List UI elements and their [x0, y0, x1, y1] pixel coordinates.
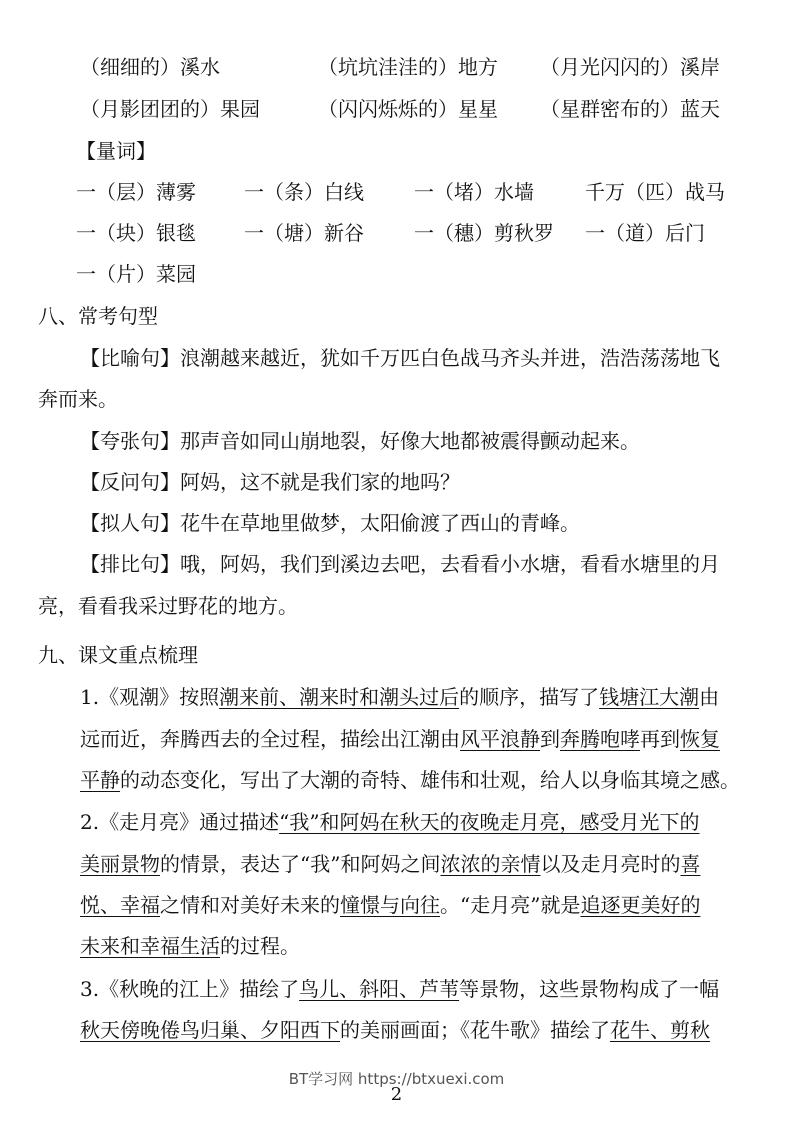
section-9-title: 九、课文重点梳理 [38, 643, 198, 667]
underlined-keyword: 浓浓的亲情 [440, 852, 541, 876]
key-point-1-line: 远而近，奔腾西去的全过程，描绘出江潮由风平浪静到奔腾咆哮再到恢复 [80, 727, 720, 751]
adj-phrase: （闪闪烁烁的）星星 [318, 97, 498, 121]
parallelism-sentence: 【排比句】哦，阿妈，我们到溪边去吧，去看看小水塘，看看水塘里的月 [80, 552, 720, 576]
key-point-1-line: 1.《观潮》按照潮来前、潮来时和潮头过后的顺序，描写了钱塘江大潮由 [80, 685, 720, 709]
quantifier-phrase: 一（块）银毯 [76, 221, 196, 245]
simile-sentence-cont: 奔而来。 [38, 387, 118, 411]
adj-phrase: （星群密布的）蓝天 [540, 97, 720, 121]
section-8-title: 八、常考句型 [38, 304, 158, 328]
quantifier-phrase: 一（塘）新谷 [244, 221, 364, 245]
key-point-2-line: 未来和幸福生活的过程。 [80, 934, 300, 958]
underlined-keyword: 美丽景物 [80, 852, 160, 876]
adj-phrase: （月影团团的）果园 [80, 97, 260, 121]
simile-sentence: 【比喻句】浪潮越来越近，犹如千万匹白色战马齐头并进，浩浩荡荡地飞 [80, 346, 720, 370]
underlined-keyword: 憧憬与向往 [340, 893, 440, 917]
underlined-keyword: 恢复 [680, 727, 720, 751]
adj-phrase: （坑坑洼洼的）地方 [318, 55, 498, 79]
quantifier-phrase: 一（穗）剪秋罗 [414, 221, 554, 245]
underlined-keyword: 秋天傍晚倦鸟归巢、夕阳西下 [80, 1018, 340, 1042]
underlined-keyword: 潮来前、潮来时和潮头过后 [219, 685, 460, 709]
underlined-keyword: 追逐更美好的 [580, 893, 701, 917]
key-point-2-line: 美丽景物的情景，表达了“我”和阿妈之间浓浓的亲情以及走月亮时的喜 [80, 852, 701, 876]
quantifier-phrase: 一（层）薄雾 [76, 180, 196, 204]
exaggeration-sentence: 【夸张句】那声音如同山崩地裂，好像大地都被震得颤动起来。 [80, 429, 640, 453]
quantifier-phrase: 一（堵）水墙 [414, 180, 534, 204]
adj-phrase: （月光闪闪的）溪岸 [540, 55, 720, 79]
quantifier-heading: 【量词】 [76, 139, 156, 163]
key-point-2-line: 2.《走月亮》通过描述“我”和阿妈在秋天的夜晚走月亮，感受月光下的 [80, 810, 700, 834]
footer-watermark: BT学习网 https://btxuexi.com [288, 1070, 505, 1088]
quantifier-phrase: 千万（匹）战马 [585, 180, 725, 204]
adj-phrase: （细细的）溪水 [80, 55, 220, 79]
quantifier-phrase: 一（条）白线 [244, 180, 364, 204]
underlined-keyword: 奔腾咆哮 [560, 727, 640, 751]
key-point-2-line: 悦、幸福之情和对美好未来的憧憬与向往。“走月亮”就是追逐更美好的 [80, 893, 701, 917]
parallelism-sentence-cont: 亮，看看我采过野花的地方。 [38, 594, 298, 618]
rhetorical-question-sentence: 【反问句】阿妈，这不就是我们家的地吗？ [80, 470, 460, 494]
underlined-keyword: 鸟儿、斜阳、芦苇 [299, 977, 460, 1001]
underlined-keyword: 喜 [680, 852, 701, 876]
key-point-3-line: 秋天傍晚倦鸟归巢、夕阳西下的美丽画面；《花牛歌》描绘了花牛、剪秋 [80, 1018, 710, 1042]
underlined-keyword: 平静 [80, 768, 120, 792]
underlined-keyword: 钱塘江大潮 [599, 685, 700, 709]
key-point-3-line: 3.《秋晚的江上》描绘了鸟儿、斜阳、芦苇等景物，这些景物构成了一幅 [80, 977, 720, 1001]
key-point-1-line: 平静的动态变化，写出了大潮的奇特、雄伟和壮观，给人以身临其境之感。 [80, 768, 740, 792]
underlined-keyword: 花牛、剪秋 [610, 1018, 710, 1042]
underlined-keyword: 未来和幸福生活 [80, 934, 220, 958]
personification-sentence: 【拟人句】花牛在草地里做梦，太阳偷渡了西山的青峰。 [80, 511, 580, 535]
underlined-keyword: “我”和阿妈在秋天的夜晚走月亮，感受月光下的 [279, 810, 700, 834]
underlined-keyword: 悦、幸福 [80, 893, 160, 917]
underlined-keyword: 风平浪静 [460, 727, 540, 751]
page-number: 2 [390, 1084, 403, 1105]
quantifier-phrase: 一（片）菜园 [76, 262, 196, 286]
quantifier-phrase: 一（道）后门 [585, 221, 705, 245]
